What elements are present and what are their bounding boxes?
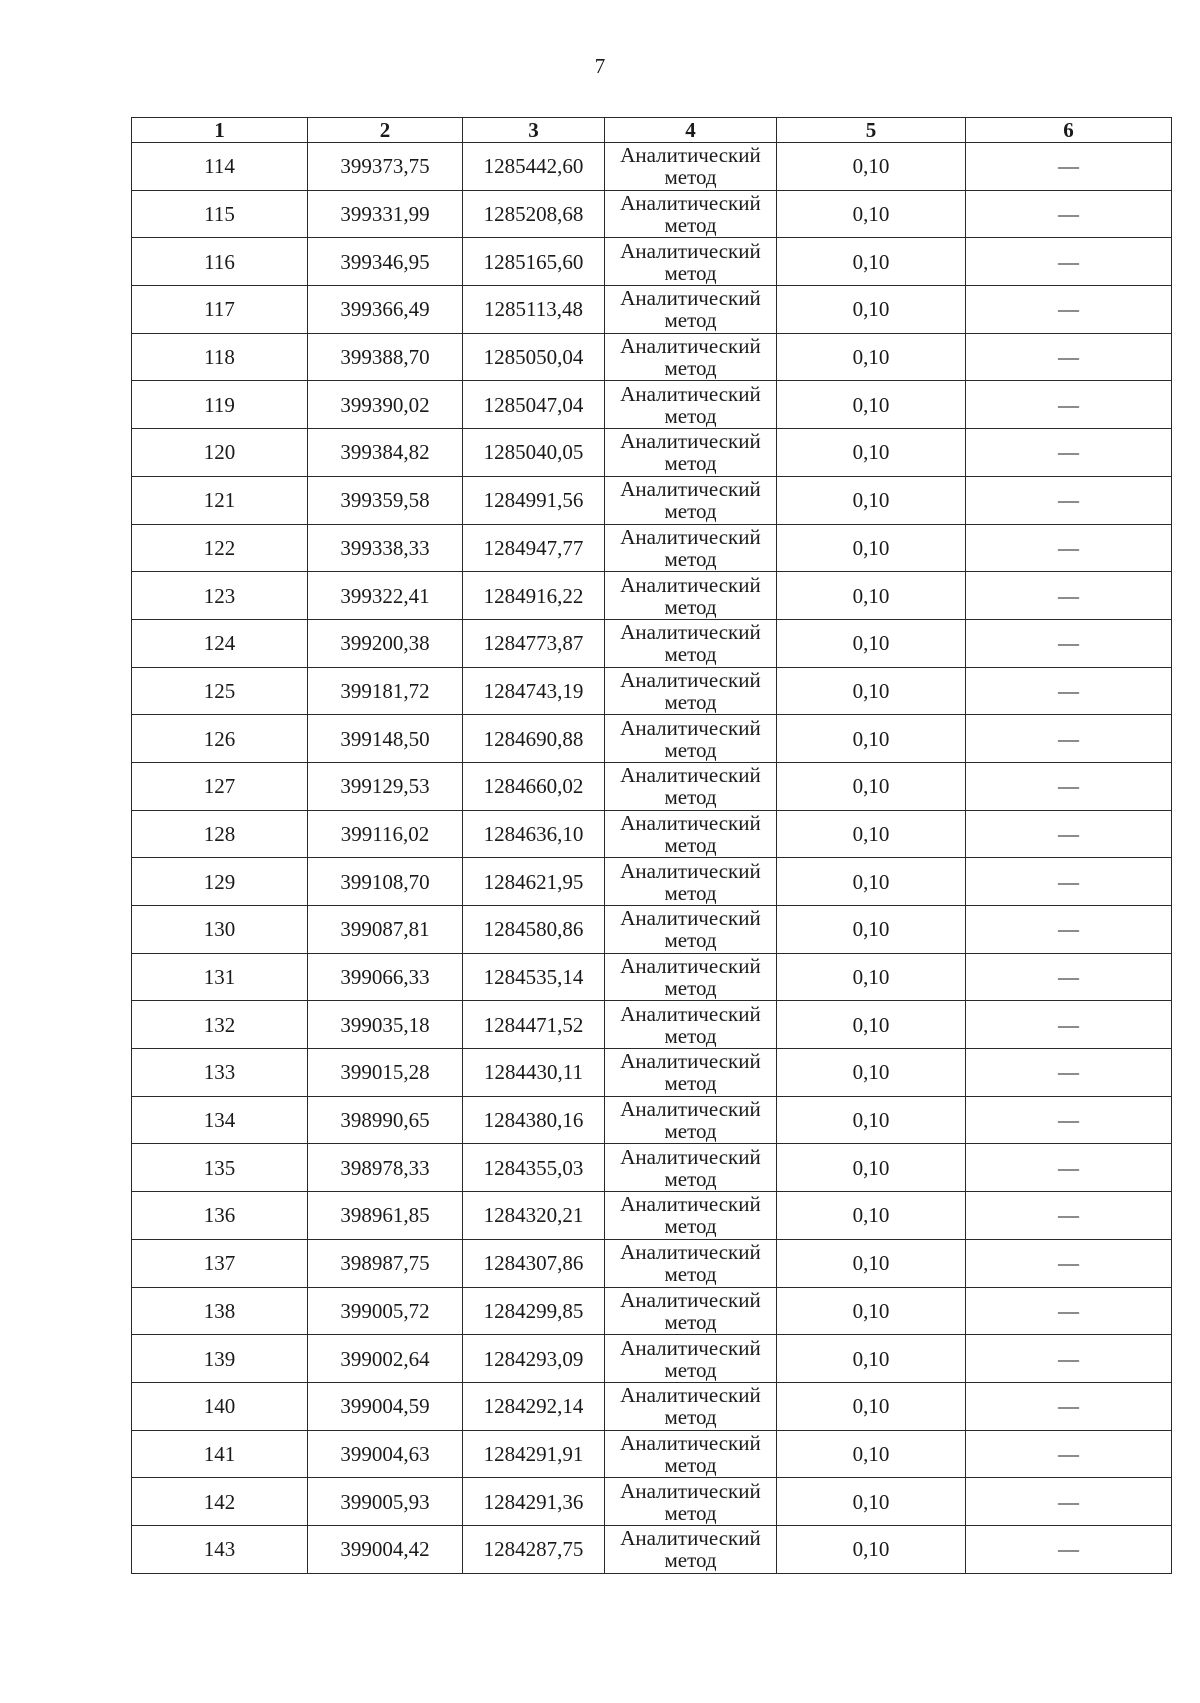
header-row [132, 118, 1172, 143]
point-number-cell: 133 [132, 1049, 308, 1097]
accuracy-cell: 0,10 [777, 286, 966, 334]
method-label-line2: метод [664, 1262, 717, 1287]
accuracy-cell: 0,10 [777, 1001, 966, 1049]
method-label-line1: Аналитический [620, 1192, 761, 1217]
method-cell [605, 1144, 777, 1192]
accuracy-cell: 0,10 [777, 572, 966, 620]
method-label-line1: Аналитический [620, 524, 761, 549]
x-coordinate-cell: 399005,93 [308, 1478, 463, 1526]
x-coordinate-cell: 398987,75 [308, 1239, 463, 1287]
header-col-5: 5 [777, 118, 966, 143]
y-coordinate-cell: 1284291,36 [463, 1478, 605, 1526]
point-number-cell: 114 [132, 143, 308, 191]
x-coordinate-cell: 399390,02 [308, 381, 463, 429]
x-coordinate-cell: 399346,95 [308, 238, 463, 286]
x-coordinate-cell: 399322,41 [308, 572, 463, 620]
accuracy-cell: 0,10 [777, 143, 966, 191]
point-number-cell: 120 [132, 429, 308, 477]
table-row [132, 238, 1172, 286]
note-cell: — [966, 429, 1172, 477]
accuracy-cell: 0,10 [777, 1478, 966, 1526]
point-number-cell: 138 [132, 1287, 308, 1335]
y-coordinate-cell: 1284292,14 [463, 1382, 605, 1430]
method-label-line2: метод [664, 1452, 717, 1477]
point-number-cell: 142 [132, 1478, 308, 1526]
table-row [132, 619, 1172, 667]
y-coordinate-cell: 1284947,77 [463, 524, 605, 572]
accuracy-cell: 0,10 [777, 524, 966, 572]
y-coordinate-cell: 1284355,03 [463, 1144, 605, 1192]
y-coordinate-cell: 1285165,60 [463, 238, 605, 286]
point-number-cell: 118 [132, 333, 308, 381]
note-cell: — [966, 619, 1172, 667]
x-coordinate-cell: 398990,65 [308, 1096, 463, 1144]
y-coordinate-cell: 1284380,16 [463, 1096, 605, 1144]
accuracy-cell: 0,10 [777, 1096, 966, 1144]
method-label-line2: метод [664, 1071, 717, 1096]
x-coordinate-cell: 398978,33 [308, 1144, 463, 1192]
note-cell: — [966, 1287, 1172, 1335]
table-row [132, 762, 1172, 810]
y-coordinate-cell: 1285040,05 [463, 429, 605, 477]
accuracy-cell: 0,10 [777, 1239, 966, 1287]
y-coordinate-cell: 1284535,14 [463, 953, 605, 1001]
x-coordinate-cell: 399035,18 [308, 1001, 463, 1049]
method-label-line2: метод [664, 165, 717, 190]
method-label-line1: Аналитический [620, 1430, 761, 1455]
table-row [132, 381, 1172, 429]
method-cell [605, 381, 777, 429]
method-label-line1: Аналитический [620, 667, 761, 692]
point-number-cell: 123 [132, 572, 308, 620]
note-cell: — [966, 1335, 1172, 1383]
y-coordinate-cell: 1284293,09 [463, 1335, 605, 1383]
y-coordinate-cell: 1284916,22 [463, 572, 605, 620]
table-row [132, 858, 1172, 906]
table-row [132, 1239, 1172, 1287]
accuracy-cell: 0,10 [777, 762, 966, 810]
accuracy-cell: 0,10 [777, 1382, 966, 1430]
x-coordinate-cell: 399388,70 [308, 333, 463, 381]
method-label-line2: метод [664, 1548, 717, 1573]
table-row [132, 476, 1172, 524]
y-coordinate-cell: 1284299,85 [463, 1287, 605, 1335]
point-number-cell: 127 [132, 762, 308, 810]
x-coordinate-cell: 399181,72 [308, 667, 463, 715]
method-cell [605, 1478, 777, 1526]
method-label-line2: метод [664, 689, 717, 714]
method-cell [605, 1382, 777, 1430]
x-coordinate-cell: 399129,53 [308, 762, 463, 810]
table-row [132, 715, 1172, 763]
note-cell: — [966, 810, 1172, 858]
y-coordinate-cell: 1284307,86 [463, 1239, 605, 1287]
note-cell: — [966, 333, 1172, 381]
method-cell [605, 286, 777, 334]
x-coordinate-cell: 399066,33 [308, 953, 463, 1001]
accuracy-cell: 0,10 [777, 429, 966, 477]
method-cell [605, 524, 777, 572]
accuracy-cell: 0,10 [777, 381, 966, 429]
method-label-line1: Аналитический [620, 572, 761, 597]
method-label-line2: метод [664, 1119, 717, 1144]
method-label-line2: метод [664, 546, 717, 571]
note-cell: — [966, 286, 1172, 334]
method-cell [605, 1525, 777, 1573]
note-cell: — [966, 190, 1172, 238]
accuracy-cell: 0,10 [777, 715, 966, 763]
table-row [132, 1430, 1172, 1478]
point-number-cell: 132 [132, 1001, 308, 1049]
method-label-line2: метод [664, 499, 717, 524]
method-label-line2: метод [664, 213, 717, 238]
method-cell [605, 429, 777, 477]
table-body [132, 143, 1172, 1574]
x-coordinate-cell: 398961,85 [308, 1192, 463, 1240]
y-coordinate-cell: 1284287,75 [463, 1525, 605, 1573]
point-number-cell: 126 [132, 715, 308, 763]
note-cell: — [966, 1382, 1172, 1430]
point-number-cell: 143 [132, 1525, 308, 1573]
note-cell: — [966, 238, 1172, 286]
method-label-line2: метод [664, 642, 717, 667]
method-label-line2: метод [664, 1023, 717, 1048]
table-row [132, 286, 1172, 334]
y-coordinate-cell: 1284621,95 [463, 858, 605, 906]
x-coordinate-cell: 399108,70 [308, 858, 463, 906]
header-col-3: 3 [463, 118, 605, 143]
method-label-line1: Аналитический [620, 1526, 761, 1551]
method-label-line1: Аналитический [620, 143, 761, 168]
method-cell [605, 1287, 777, 1335]
note-cell: — [966, 1525, 1172, 1573]
method-label-line2: метод [664, 1166, 717, 1191]
note-cell: — [966, 953, 1172, 1001]
point-number-cell: 119 [132, 381, 308, 429]
table-row [132, 524, 1172, 572]
x-coordinate-cell: 399148,50 [308, 715, 463, 763]
x-coordinate-cell: 399004,42 [308, 1525, 463, 1573]
table-row [132, 810, 1172, 858]
point-number-cell: 130 [132, 906, 308, 954]
method-label-line1: Аналитический [620, 1240, 761, 1265]
note-cell: — [966, 858, 1172, 906]
y-coordinate-cell: 1285208,68 [463, 190, 605, 238]
note-cell: — [966, 1239, 1172, 1287]
point-number-cell: 131 [132, 953, 308, 1001]
note-cell: — [966, 1049, 1172, 1097]
table-row [132, 1287, 1172, 1335]
accuracy-cell: 0,10 [777, 667, 966, 715]
method-label-line1: Аналитический [620, 1144, 761, 1169]
table-row [132, 953, 1172, 1001]
method-cell [605, 572, 777, 620]
table-row [132, 1001, 1172, 1049]
method-cell [605, 1430, 777, 1478]
method-label-line1: Аналитический [620, 429, 761, 454]
table-row [132, 1096, 1172, 1144]
table-row [132, 667, 1172, 715]
method-cell [605, 190, 777, 238]
method-cell [605, 715, 777, 763]
note-cell: — [966, 572, 1172, 620]
method-label-line2: метод [664, 356, 717, 381]
method-cell [605, 762, 777, 810]
method-label-line1: Аналитический [620, 286, 761, 311]
method-label-line2: метод [664, 308, 717, 333]
method-label-line1: Аналитический [620, 810, 761, 835]
point-number-cell: 124 [132, 619, 308, 667]
accuracy-cell: 0,10 [777, 953, 966, 1001]
accuracy-cell: 0,10 [777, 1287, 966, 1335]
method-label-line2: метод [664, 403, 717, 428]
note-cell: — [966, 667, 1172, 715]
y-coordinate-cell: 1285047,04 [463, 381, 605, 429]
accuracy-cell: 0,10 [777, 1525, 966, 1573]
table-row [132, 1049, 1172, 1097]
note-cell: — [966, 476, 1172, 524]
x-coordinate-cell: 399087,81 [308, 906, 463, 954]
table-row [132, 1382, 1172, 1430]
header-col-2: 2 [308, 118, 463, 143]
table-row [132, 906, 1172, 954]
x-coordinate-cell: 399359,58 [308, 476, 463, 524]
method-label-line2: метод [664, 1309, 717, 1334]
accuracy-cell: 0,10 [777, 190, 966, 238]
method-label-line2: метод [664, 880, 717, 905]
method-label-line1: Аналитический [620, 858, 761, 883]
method-label-line1: Аналитический [620, 763, 761, 788]
method-label-line1: Аналитический [620, 1478, 761, 1503]
table-row [132, 1478, 1172, 1526]
point-number-cell: 139 [132, 1335, 308, 1383]
note-cell: — [966, 143, 1172, 191]
header-col-1: 1 [132, 118, 308, 143]
table-row [132, 572, 1172, 620]
point-number-cell: 134 [132, 1096, 308, 1144]
accuracy-cell: 0,10 [777, 858, 966, 906]
note-cell: — [966, 1096, 1172, 1144]
method-label-line2: метод [664, 976, 717, 1001]
method-label-line1: Аналитический [620, 477, 761, 502]
method-label-line2: метод [664, 1405, 717, 1430]
method-cell [605, 476, 777, 524]
method-label-line2: метод [664, 1500, 717, 1525]
x-coordinate-cell: 399373,75 [308, 143, 463, 191]
method-label-line2: метод [664, 832, 717, 857]
y-coordinate-cell: 1285442,60 [463, 143, 605, 191]
note-cell: — [966, 1144, 1172, 1192]
method-cell [605, 333, 777, 381]
method-label-line1: Аналитический [620, 1097, 761, 1122]
x-coordinate-cell: 399116,02 [308, 810, 463, 858]
point-number-cell: 121 [132, 476, 308, 524]
x-coordinate-cell: 399015,28 [308, 1049, 463, 1097]
method-label-line2: метод [664, 594, 717, 619]
x-coordinate-cell: 399005,72 [308, 1287, 463, 1335]
point-number-cell: 128 [132, 810, 308, 858]
y-coordinate-cell: 1284471,52 [463, 1001, 605, 1049]
x-coordinate-cell: 399004,63 [308, 1430, 463, 1478]
x-coordinate-cell: 399200,38 [308, 619, 463, 667]
method-cell [605, 143, 777, 191]
method-label-line2: метод [664, 928, 717, 953]
x-coordinate-cell: 399338,33 [308, 524, 463, 572]
note-cell: — [966, 1001, 1172, 1049]
accuracy-cell: 0,10 [777, 1049, 966, 1097]
method-label-line2: метод [664, 785, 717, 810]
point-number-cell: 141 [132, 1430, 308, 1478]
y-coordinate-cell: 1284690,88 [463, 715, 605, 763]
table-row [132, 1144, 1172, 1192]
x-coordinate-cell: 399004,59 [308, 1382, 463, 1430]
method-cell [605, 667, 777, 715]
accuracy-cell: 0,10 [777, 1192, 966, 1240]
method-label-line1: Аналитический [620, 620, 761, 645]
x-coordinate-cell: 399002,64 [308, 1335, 463, 1383]
y-coordinate-cell: 1284636,10 [463, 810, 605, 858]
point-number-cell: 140 [132, 1382, 308, 1430]
method-label-line1: Аналитический [620, 1001, 761, 1026]
table-row [132, 143, 1172, 191]
accuracy-cell: 0,10 [777, 1144, 966, 1192]
method-label-line1: Аналитический [620, 954, 761, 979]
point-number-cell: 122 [132, 524, 308, 572]
accuracy-cell: 0,10 [777, 333, 966, 381]
method-label-line2: метод [664, 1214, 717, 1239]
method-cell [605, 1335, 777, 1383]
method-cell [605, 1192, 777, 1240]
accuracy-cell: 0,10 [777, 1335, 966, 1383]
table-row [132, 1192, 1172, 1240]
accuracy-cell: 0,10 [777, 810, 966, 858]
method-cell [605, 238, 777, 286]
accuracy-cell: 0,10 [777, 476, 966, 524]
point-number-cell: 136 [132, 1192, 308, 1240]
y-coordinate-cell: 1284991,56 [463, 476, 605, 524]
page-number: 7 [594, 54, 606, 78]
method-label-line1: Аналитический [620, 1049, 761, 1074]
header-col-4: 4 [605, 118, 777, 143]
method-label-line1: Аналитический [620, 1383, 761, 1408]
method-cell [605, 1096, 777, 1144]
point-number-cell: 135 [132, 1144, 308, 1192]
method-cell [605, 619, 777, 667]
note-cell: — [966, 762, 1172, 810]
accuracy-cell: 0,10 [777, 1430, 966, 1478]
method-label-line1: Аналитический [620, 238, 761, 263]
point-number-cell: 116 [132, 238, 308, 286]
note-cell: — [966, 906, 1172, 954]
method-label-line2: метод [664, 451, 717, 476]
y-coordinate-cell: 1284291,91 [463, 1430, 605, 1478]
y-coordinate-cell: 1284743,19 [463, 667, 605, 715]
table-row [132, 190, 1172, 238]
point-number-cell: 125 [132, 667, 308, 715]
table-row [132, 429, 1172, 477]
method-cell [605, 1049, 777, 1097]
method-label-line1: Аналитический [620, 906, 761, 931]
y-coordinate-cell: 1284430,11 [463, 1049, 605, 1097]
x-coordinate-cell: 399384,82 [308, 429, 463, 477]
point-number-cell: 117 [132, 286, 308, 334]
point-number-cell: 115 [132, 190, 308, 238]
accuracy-cell: 0,10 [777, 906, 966, 954]
note-cell: — [966, 1192, 1172, 1240]
accuracy-cell: 0,10 [777, 619, 966, 667]
note-cell: — [966, 381, 1172, 429]
note-cell: — [966, 1478, 1172, 1526]
y-coordinate-cell: 1284580,86 [463, 906, 605, 954]
point-number-cell: 129 [132, 858, 308, 906]
method-cell [605, 953, 777, 1001]
method-cell [605, 810, 777, 858]
note-cell: — [966, 715, 1172, 763]
method-label-line1: Аналитический [620, 381, 761, 406]
method-label-line1: Аналитический [620, 191, 761, 216]
method-label-line1: Аналитический [620, 715, 761, 740]
method-cell [605, 1239, 777, 1287]
y-coordinate-cell: 1285113,48 [463, 286, 605, 334]
y-coordinate-cell: 1284660,02 [463, 762, 605, 810]
header-col-6: 6 [966, 118, 1172, 143]
y-coordinate-cell: 1285050,04 [463, 333, 605, 381]
method-label-line2: метод [664, 260, 717, 285]
method-label-line1: Аналитический [620, 334, 761, 359]
method-label-line2: метод [664, 737, 717, 762]
y-coordinate-cell: 1284320,21 [463, 1192, 605, 1240]
x-coordinate-cell: 399366,49 [308, 286, 463, 334]
point-number-cell: 137 [132, 1239, 308, 1287]
x-coordinate-cell: 399331,99 [308, 190, 463, 238]
table-row [132, 1335, 1172, 1383]
y-coordinate-cell: 1284773,87 [463, 619, 605, 667]
method-cell [605, 858, 777, 906]
note-cell: — [966, 1430, 1172, 1478]
note-cell: — [966, 524, 1172, 572]
method-label-line2: метод [664, 1357, 717, 1382]
coordinates-table [131, 117, 1172, 1574]
method-cell [605, 906, 777, 954]
method-label-line1: Аналитический [620, 1335, 761, 1360]
table-row [132, 1525, 1172, 1573]
accuracy-cell: 0,10 [777, 238, 966, 286]
method-cell [605, 1001, 777, 1049]
table-row [132, 333, 1172, 381]
method-label-line1: Аналитический [620, 1287, 761, 1312]
